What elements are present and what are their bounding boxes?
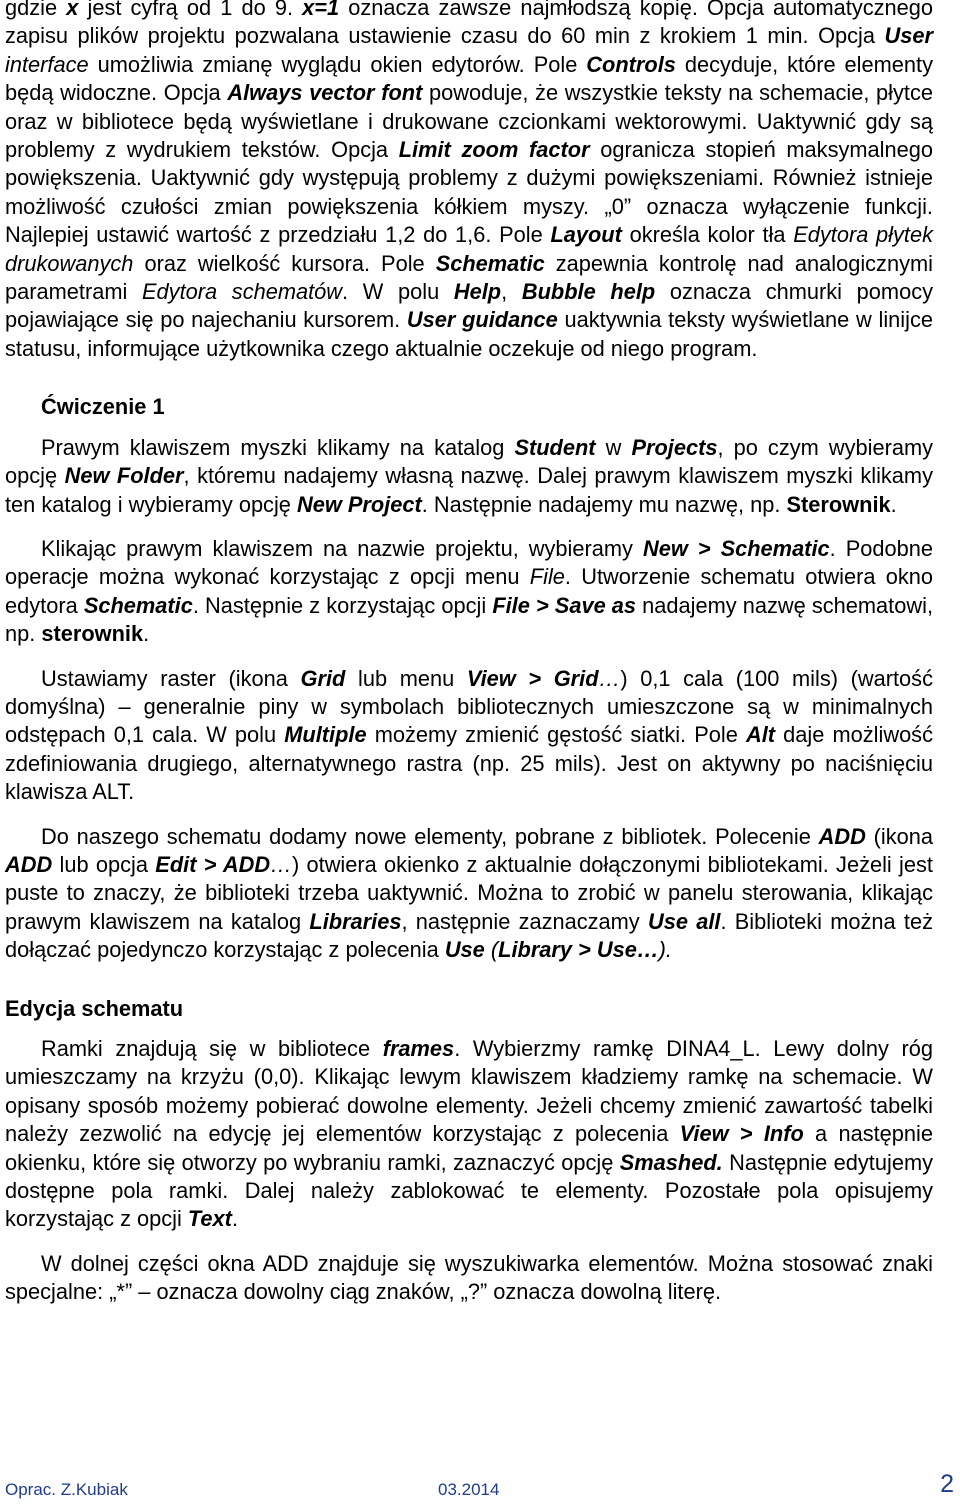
text-run: File — [529, 564, 565, 590]
paragraph-add-elements — [5, 823, 933, 965]
paragraph-new-schematic — [5, 535, 933, 649]
text-run: a następnie okienku, które się otworzy po wybraniu ramki, zaznaczyć opcję — [5, 1121, 933, 1175]
text-run: uaktywnia teksty wyświetlane w linijce statusu, informujące użytkownika czego aktualnie oczekuje od niego program. — [5, 307, 933, 361]
text-run: Ustawiamy raster (ikona — [41, 665, 301, 691]
text-run: ( — [484, 937, 499, 963]
text-run: … — [270, 851, 292, 877]
text-run: … — [598, 665, 621, 691]
text-run: oraz wielkość kursora. Pole — [133, 250, 436, 276]
text-run: x=1 — [302, 0, 340, 20]
text-run: Use all — [647, 908, 721, 934]
text-run: Controls — [586, 51, 676, 77]
text-run: decyduje, które elementy będą widoczne. Opcja — [5, 51, 933, 106]
heading-schematic-editing — [5, 995, 933, 1023]
text-run: nadajemy nazwę schematowi, np. — [5, 592, 933, 647]
page-number: 2 — [940, 1470, 954, 1498]
text-run: Limit zoom factor — [398, 137, 590, 163]
text-run: , — [501, 279, 522, 305]
paragraph-options-description — [5, 0, 933, 363]
paragraph-frames — [5, 1035, 933, 1234]
text-run: . — [890, 491, 897, 517]
text-run: User guidance — [406, 307, 558, 333]
text-run: (ikona — [865, 823, 933, 849]
text-run: Prawym klawiszem myszki klikamy na katalog — [41, 434, 515, 460]
text-run: Smashed. — [619, 1149, 723, 1175]
page-footer — [5, 1470, 954, 1504]
text-run: oznacza zawsze najmłodszą kopię. Opcja automatycznego zapisu plików projektu pozwalana ustawienie czasu do 60 min z krokiem 1 min. Opcja — [5, 0, 933, 49]
paragraph-search — [5, 1250, 933, 1307]
text-run: , następnie zaznaczamy — [401, 908, 648, 934]
text-run: Następnie edytujemy dostępne pola ramki. Dalej należy zablokować te elementy. Pozostałe pola opisujemy korzystając z opcji — [5, 1149, 933, 1232]
text-run: interface — [5, 51, 89, 77]
text-run: Schematic — [83, 592, 193, 618]
text-run: Schematic — [435, 250, 545, 276]
text-run: Multiple — [284, 722, 367, 748]
document-body — [5, 0, 933, 1307]
text-run: New > Schematic — [642, 535, 830, 561]
text-run: określa kolor tła — [621, 222, 794, 248]
text-run: New Folder — [64, 463, 184, 489]
text-run: Edit > ADD — [155, 851, 271, 877]
text-run: . — [231, 1206, 238, 1232]
text-run: Sterownik — [786, 491, 891, 517]
text-run: oznacza chmurki pomocy pojawiające się po najechaniu kursorem. — [5, 279, 933, 333]
text-run: ) 0,1 cala (100 mils) (wartość domyślna) – generalnie piny w symbolach bibliotecznych umieszczone są w minimalnych odstępach 0,1 cala. W polu — [5, 665, 933, 748]
text-run: Bubble help — [521, 279, 656, 305]
text-run: Edytora płytek drukowanych — [5, 222, 933, 276]
heading-exercise-1 — [41, 393, 933, 421]
text-run: . Wybierzmy ramkę DINA4_L. Lewy dolny róg umieszczamy na krzyżu (0,0). Klikając lewym klawiszem kładziemy ramkę na schemacie. W opisany sposób możemy pobierać dowolne elementy. Jeżeli chcemy zmienić zawartość tabelki należy zezwolić na edycję jej elementów korzystając z polecenia — [5, 1036, 934, 1147]
text-run: Libraries — [309, 908, 402, 934]
text-run: Layout — [550, 222, 622, 248]
text-run: , któremu nadajemy własną nazwę. Dalej prawym klawiszem myszki klikamy ten katalog i wybieramy opcję — [5, 463, 933, 517]
text-run: . Następnie nadajemy mu nazwę, np. — [421, 491, 787, 517]
text-run: File > Save as — [492, 592, 637, 618]
text-run: sterownik — [41, 621, 144, 647]
text-run: ogranicza stopień maksymalnego powiększenia. Uaktywnić gdy występują problemy z dużymi powiększeniami. Również istnieje możliwość czułości zmian powiększenia kółkiem myszy. „0” oznacza wyłączenie funkcji. Najlepiej ustawić wartość z przedziału 1,2 do 1,6. Pole — [5, 137, 933, 248]
text-run: możemy zmienić gęstość siatki. Pole — [366, 722, 746, 748]
text-run: User — [884, 23, 933, 49]
text-run: ADD — [5, 851, 53, 877]
paragraph-new-project — [5, 434, 933, 519]
text-run: Klikając prawym klawiszem na nazwie projektu, wybieramy — [41, 535, 643, 561]
footer-author: Oprac. Z.Kubiak — [5, 1480, 128, 1499]
text-run: umożliwia zmianę wyglądu okien edytorów. Pole — [88, 51, 587, 77]
text-run: New Project — [296, 491, 422, 517]
text-run: frames — [382, 1036, 455, 1061]
text-run: . — [143, 621, 150, 647]
text-run: lub opcja — [52, 851, 156, 877]
text-run: Ćwiczenie 1 — [41, 394, 165, 420]
text-run: Edycja schematu — [5, 995, 184, 1021]
text-run: gdzie — [5, 0, 67, 20]
text-run: Alt — [745, 722, 776, 748]
text-run: W dolnej części okna ADD znajduje się wyszukiwarka elementów. Można stosować znaki specjalne: „*” – oznacza dowolny ciąg znaków, „?” oznacza dowolną literę. — [5, 1250, 933, 1305]
text-run: ). — [658, 937, 672, 963]
text-run: w — [595, 434, 632, 460]
text-run: x — [66, 0, 79, 20]
text-run: jest cyfrą od 1 do 9. — [78, 0, 303, 20]
text-run: lub menu — [345, 665, 467, 691]
text-run: . Utworzenie schematu otwiera okno edytora — [5, 564, 933, 618]
text-run: Student — [514, 434, 596, 460]
text-run: Always vector font — [227, 80, 423, 106]
text-run: Do naszego schematu dodamy nowe elementy, pobrane z bibliotek. Polecenie — [41, 823, 819, 849]
text-run: daje możliwość zdefiniowania drugiego, alternatywnego rastra (np. 25 mils). Jest on aktywny po naciśnięciu klawisza ALT. — [5, 722, 933, 805]
text-run: ADD — [818, 823, 866, 849]
text-run: Text — [187, 1206, 232, 1232]
text-run: Edytora schematów — [142, 279, 343, 305]
text-run: zapewnia kontrolę nad analogicznymi parametrami — [5, 250, 933, 305]
text-run: Grid — [300, 665, 346, 691]
text-run: Library > Use… — [498, 937, 659, 963]
text-run: powoduje, że wszystkie teksty na schemacie, płytce oraz w bibliotece będą wyświetlane i drukowane czcionkami wektorowymi. Uaktywnić gdy są problemy z wydrukiem tekstów. Opcja — [5, 80, 933, 163]
text-run: Ramki znajdują się w bibliotece — [41, 1036, 383, 1061]
text-run: , po czym wybieramy opcję — [5, 434, 934, 489]
paragraph-grid-settings — [5, 665, 933, 807]
text-run: Help — [453, 279, 502, 305]
text-run: . Biblioteki można też dołączać pojedynczo korzystając z polecenia — [5, 908, 934, 963]
text-run: View > Grid — [466, 665, 599, 691]
text-run: . W polu — [342, 279, 454, 305]
text-run: Use — [444, 937, 485, 963]
text-run: View > Info — [679, 1121, 804, 1147]
text-run: Projects — [631, 434, 718, 460]
footer-date: 03.2014 — [438, 1480, 500, 1499]
text-run: ) otwiera okienko z aktualnie dołączonymi bibliotekami. Jeżeli jest puste to znaczy, że biblioteki trzeba uaktywnić. Można to zrobić w panelu sterowania, klikając prawym klawiszem na katalog — [5, 851, 933, 934]
text-run: . Podobne operacje można wykonać korzystając z opcji menu — [5, 535, 933, 590]
text-run: . Następnie z korzystając opcji — [192, 592, 493, 618]
